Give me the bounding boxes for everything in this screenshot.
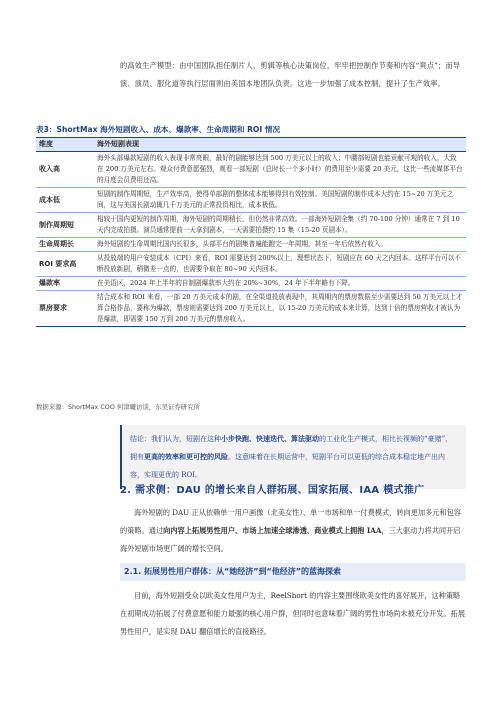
row-dimension: 生命周期长 [36, 238, 94, 252]
header-performance: 海外短剧表现 [94, 138, 466, 152]
row-dimension: 成本低 [36, 188, 94, 213]
row-dimension: ROI 要求高 [36, 252, 94, 277]
section-body [120, 504, 466, 558]
table-source: 数据来源：ShortMax COO 何津曦访谈，东吴证券研究所 [36, 403, 200, 411]
row-text: 结合成本和 ROI 来看，一部 20 万美元成本的剧，在全渠道投放表现中，其周期内的票房数据至少需要达到 50 万美元以上才算合格作品，要称为爆款，票房则需要达到 200 万美元以上，以 15-20 万美元的成本来计算，达到十倍的票房营收才被认为是爆款，即需要 150 万到 200 万美元的票房收入。 [94, 291, 466, 327]
row-text: 海外头部爆款短剧的收入表现非常亮眼，最好的剧能够达到 500 万美元以上的收入；中腰部短剧也能贡献可观的收入，大致在 200 万美元左右。观众付费意愿强烈，观看一部短剧（总时长一个多小时）的费用至少需要 20 美元，这比一些流媒体平台的月度会员费用还高。 [94, 152, 466, 188]
table-row [36, 213, 466, 238]
row-text: 相较于国内更短的制作周期，海外短剧的周期稍长，但仍然非常高效。一部海外短剧全集（约 70-100 分钟）通常在 7 到 10 天内完成拍摄。演员通常提前一天拿到剧本，一天需要拍摄约 15 集（15-20 页剧本）。 [94, 213, 466, 238]
table-title: 表3：ShortMax 海外短剧收入、成本、爆款率、生命周期和 ROI 情况 [36, 125, 281, 134]
row-dimension: 制作周期短 [36, 213, 94, 238]
row-text: 海外短剧的生命周期比国内长很多，头部平台的剧集普遍能跑完一年周期，甚至一年后依然有收入。 [94, 238, 466, 252]
row-text: 从投放端的用户安装成本（CPI）来看，ROI 需要达到 200%以上，理想状态下，短剧应在 60 天之内回本。这样平台可以不断投放新剧，稍微差一点的，也需要争取在 80~90 天内回本。 [94, 252, 466, 277]
metrics-table [36, 137, 466, 327]
section-body-a: 海外短剧的 DAU 正从依赖单一用户画像（北美女性）、单一市场和单一付费模式，转向更加多元和包容的策略。通过 [120, 508, 462, 535]
row-text: 短剧的制作周期短，生产效率高，使得单部剧的整体成本能够得到有效控制。美国短剧的制作成本大约在 15~20 万美元之间，这与美国长剧动辄几千万美元的正常投资相比，成本极低。 [94, 188, 466, 213]
table-row [36, 277, 466, 291]
table-row [36, 152, 466, 188]
header-dimension: 维度 [36, 138, 94, 152]
row-dimension: 票房要求 [36, 291, 94, 327]
section-body-emphasis: 向内容上拓展男性用户、市场上加速全球渗透、商业模式上拥抱 IAA [163, 526, 382, 535]
section-title: 2. 需求侧：DAU 的增长来自人群拓展、国家拓展、IAA 模式推广 [120, 485, 425, 496]
row-text: 在美语区，2024 年上半年的自制剧爆款率大约在 20%~30%，24 年下半年略有下降。 [94, 277, 466, 291]
conclusion-tail: 。这意味着在长期运营中，短剧平台可以更低的综合成本稳定地产出内容，实现更优的 ROI。 [130, 453, 445, 479]
section-body-c: ，三大驱动力将共同开启海外短剧市场更广阔的增长空间。 [120, 526, 461, 553]
subsection-body: 目前，海外短剧受众以欧美女性用户为主，ReelShort 的内容主要围绕欧美女性的喜好展开，这种策略在初期成功拓展了付费意愿和能力最强的核心用户群，但同时也意味着广阔的男性市场尚未被充分开发。拓展男性用户，是实现 DAU 翻倍增长的直接路径。 [120, 591, 466, 636]
intro-paragraph [120, 57, 466, 93]
conclusion-box [120, 425, 466, 489]
conclusion-lead: 结论：我们认为，短剧在这种 [130, 435, 221, 443]
table-row [36, 238, 466, 252]
table-row [36, 291, 466, 327]
table-row [36, 252, 466, 277]
intro-text: 的高效生产模型：由中国团队担任制片人，剪辑等核心决策岗位，牢牢把控制作节奏和内容“爽点”；而导演、演员、服化道等执行层面则由美国本地团队负责。这进一步加强了成本控制，提升了生产效率。 [120, 61, 461, 88]
table-header-row [36, 138, 466, 152]
row-dimension: 爆款率 [36, 277, 94, 291]
conclusion-emphasis-1: 小步快跑、快速迭代、算法驱动 [221, 434, 319, 443]
subsection-title: 2.1. 拓展男性用户群体：从“她经济”到“他经济”的蓝海探索 [124, 567, 342, 576]
row-dimension: 收入高 [36, 152, 94, 188]
conclusion-mid: 的工业化生产模式，相比长视频的“豪赌”，拥有 [130, 435, 453, 461]
conclusion-emphasis-2: 更高的效率和更可控的风险 [144, 452, 228, 461]
table-row [36, 188, 466, 213]
